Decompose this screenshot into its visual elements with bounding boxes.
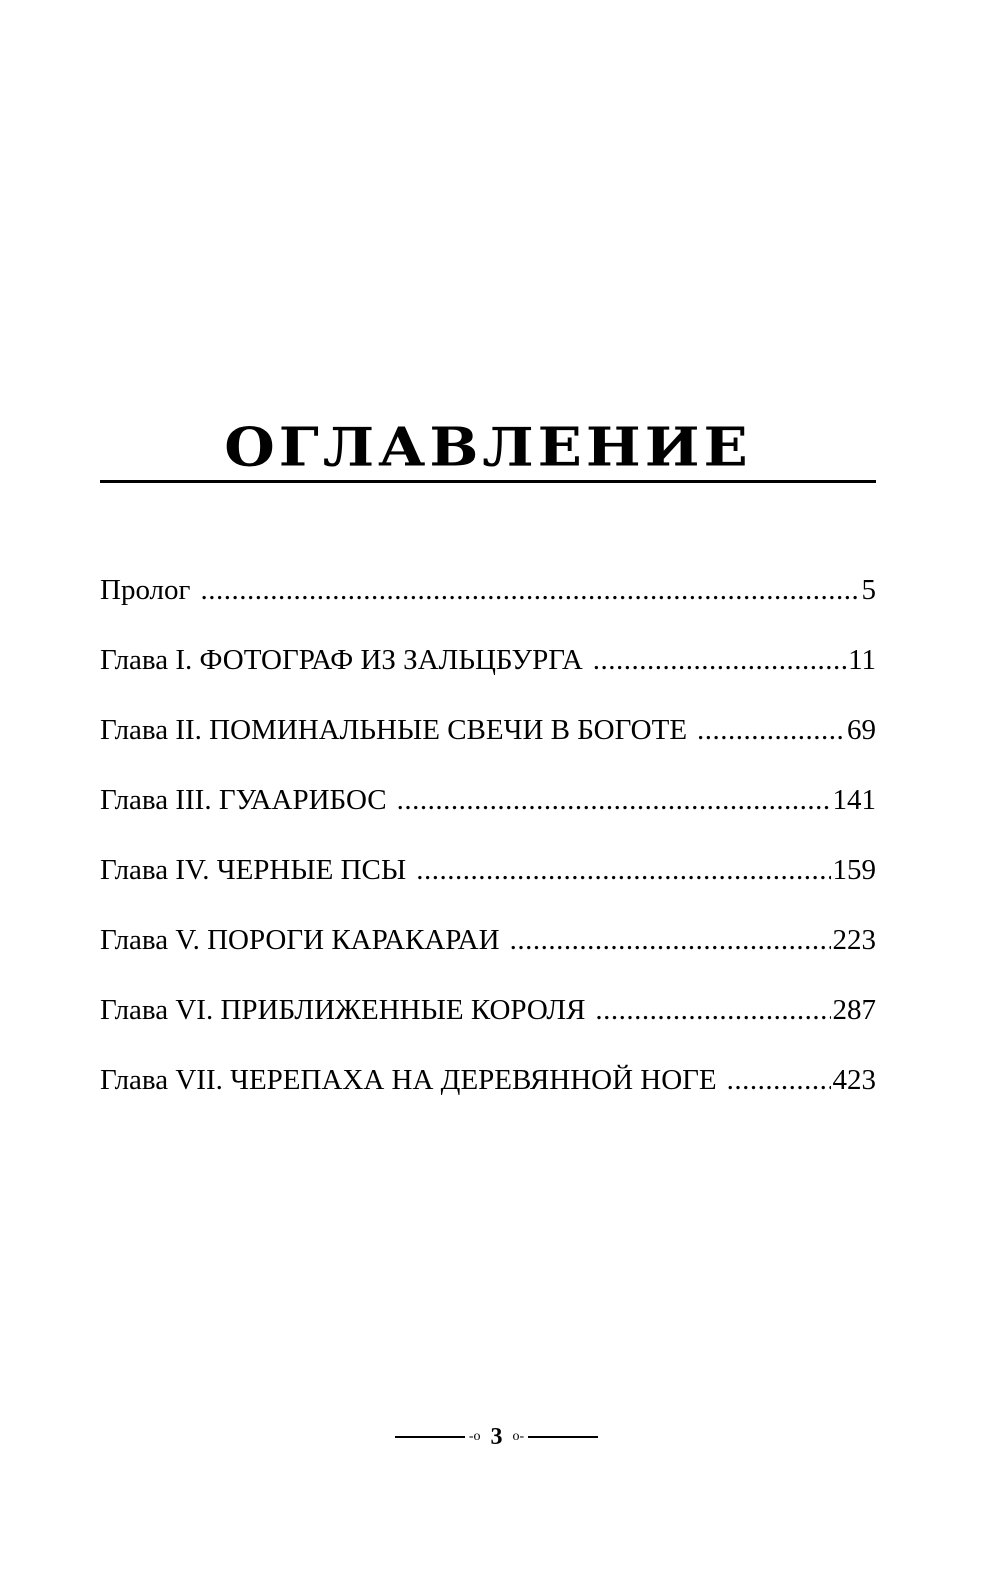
- toc-leader-dots: [697, 708, 845, 752]
- toc-entry-label: Глава VII. ЧЕРЕПАХА НА ДЕРЕВЯННОЙ НОГЕ: [100, 1064, 717, 1096]
- toc-entry-chapter-7[interactable]: [100, 1058, 876, 1128]
- footer-ornament-left: -o: [468, 1429, 481, 1444]
- toc-entry-page: 159: [832, 854, 876, 886]
- toc-entry-label: Глава III. ГУААРИБОС: [100, 784, 387, 816]
- footer-rule-right: [528, 1436, 598, 1438]
- toc-leader-dots: [727, 1058, 831, 1102]
- toc-leader-dots: [200, 568, 859, 612]
- page-title: ОГЛАВЛЕНИЕ: [224, 415, 752, 479]
- toc-entry-page: 69: [847, 714, 876, 746]
- toc-entry-label: Глава VI. ПРИБЛИЖЕННЫЕ КОРОЛЯ: [100, 994, 586, 1026]
- footer-rule-left: [395, 1436, 465, 1438]
- table-of-contents: [100, 568, 876, 1128]
- toc-entry-chapter-2[interactable]: [100, 708, 876, 778]
- toc-entry-label: Глава I. ФОТОГРАФ ИЗ ЗАЛЬЦБУРГА: [100, 644, 583, 676]
- toc-entry-chapter-5[interactable]: [100, 918, 876, 988]
- toc-entry-chapter-3[interactable]: [100, 778, 876, 848]
- toc-entry-chapter-1[interactable]: [100, 638, 876, 708]
- page-number: 3: [490, 1424, 503, 1450]
- toc-leader-dots: [416, 848, 830, 892]
- toc-entry-page: 5: [861, 574, 876, 606]
- toc-entry-chapter-4[interactable]: [100, 848, 876, 918]
- toc-entry-label: Пролог: [100, 574, 191, 606]
- toc-entry-chapter-6[interactable]: [100, 988, 876, 1058]
- toc-entry-label: Глава IV. ЧЕРНЫЕ ПСЫ: [100, 854, 407, 886]
- toc-entry-page: 223: [832, 924, 876, 956]
- toc-entry-page: 11: [848, 644, 876, 676]
- toc-leader-dots: [397, 778, 831, 822]
- toc-entry-prologue[interactable]: [100, 568, 876, 638]
- toc-leader-dots: [595, 988, 830, 1032]
- toc-entry-label: Глава II. ПОМИНАЛЬНЫЕ СВЕЧИ В БОГОТЕ: [100, 714, 688, 746]
- footer-ornament-right: o-: [512, 1429, 525, 1444]
- page-footer: [0, 1422, 993, 1452]
- toc-leader-dots: [593, 638, 846, 682]
- title-underline: [100, 480, 876, 483]
- toc-entry-label: Глава V. ПОРОГИ КАРАКАРАИ: [100, 924, 500, 956]
- toc-entry-page: 141: [832, 784, 876, 816]
- toc-entry-page: 423: [832, 1064, 876, 1096]
- toc-entry-page: 287: [832, 994, 876, 1026]
- toc-leader-dots: [510, 918, 831, 962]
